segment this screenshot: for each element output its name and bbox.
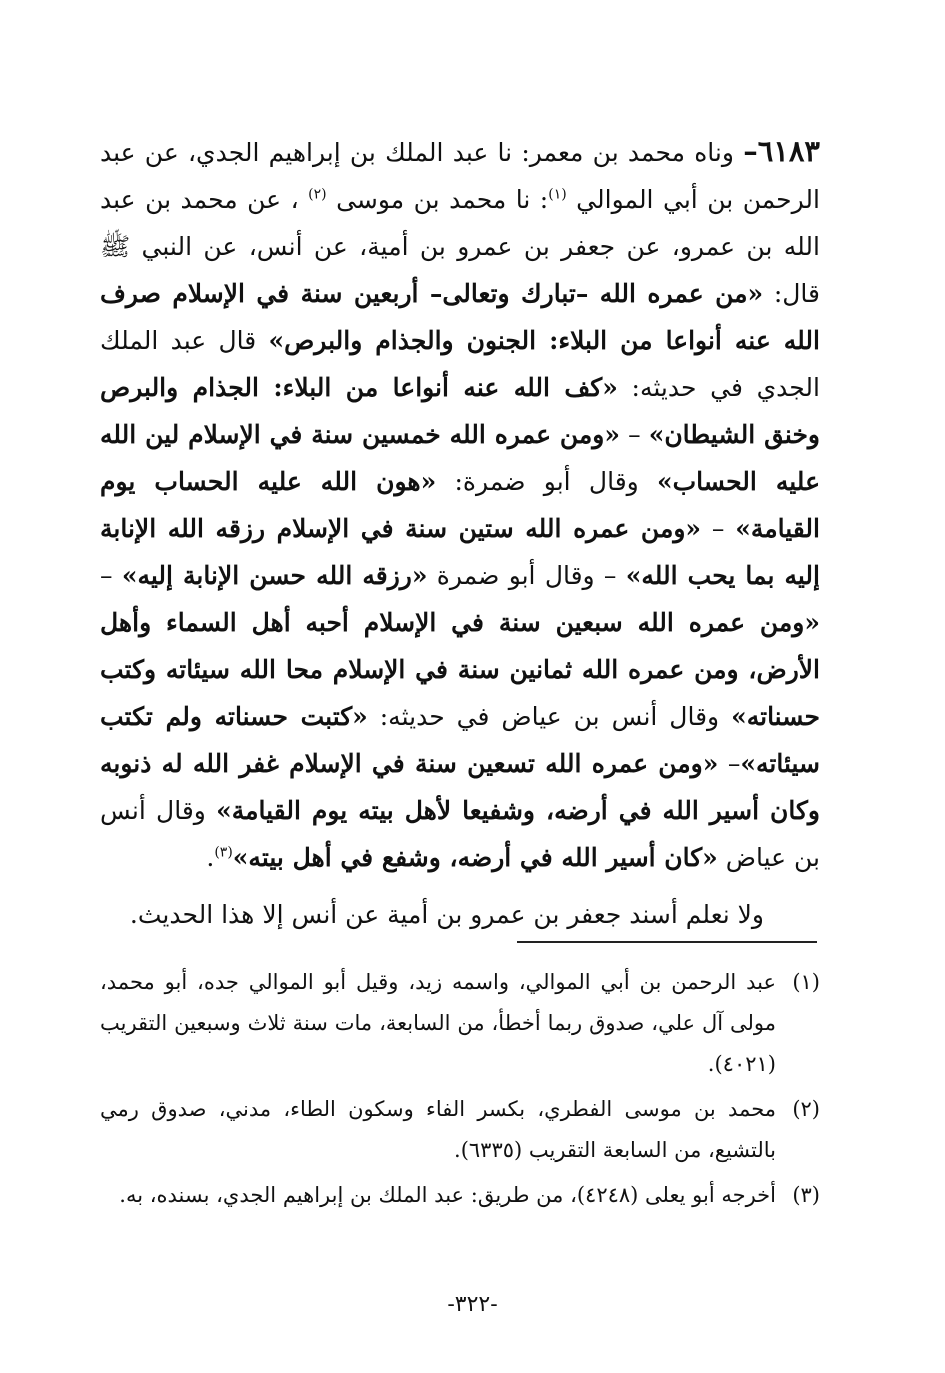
narration-text: وقال أنس بن عياض في حديثه: — [367, 702, 732, 731]
footnote-text: محمد بن موسى الفطري، بكسر الفاء وسكون الطاء، مدني، صدوق رمي بالتشيع، من السابعة التقريب (٦٣٣٥). — [100, 1097, 776, 1162]
footnote-ref: (٣) — [214, 844, 233, 861]
footnote-number: (١) — [792, 970, 820, 994]
narration-text: . — [206, 843, 215, 872]
footnote-text: عبد الرحمن بن أبي الموالي، واسمه زيد، وقيل أبو الموالي جده، أبو محمد، مولى آل علي، صدوق ربما أخطأ، من السابعة، مات سنة ثلاث وسبعين التقريب (٤٠٢١). — [100, 970, 776, 1076]
footnote-item — [100, 1089, 820, 1171]
narration-text: ، عن محمد بن عبد الله بن عمرو، عن جعفر بن عمرو بن أمية، عن أنس، عن النبي ﷺ قال: — [100, 185, 820, 308]
footnote-number: (٣) — [792, 1183, 820, 1207]
narration-text: – — [701, 514, 736, 543]
footnote-item — [100, 1175, 820, 1216]
narration-text: – — [100, 561, 122, 590]
narration-text: وقال أنس بن عياض — [100, 796, 820, 872]
prophetic-text: «كتبت حسناته ولم تكتب سيئاته» — [100, 702, 820, 778]
narration-text: وقال أبو ضمرة: — [436, 467, 658, 496]
narration-text: – — [619, 420, 649, 449]
prophetic-text: «ومن عمره الله تسعين سنة في الإسلام غفر الله له ذنوبه وكان أسير الله في أرضه، وشفيعا لأهل بيته يوم القيامة» — [100, 749, 820, 825]
prophetic-text: «ومن عمره الله سبعين سنة في الإسلام أحبه أهل السماء وأهل الأرض، ومن عمره الله ثمانين سنة في الإسلام محا الله سيئاته وكتب حسناته» — [100, 608, 820, 731]
narration-text: – وقال أبو ضمرة — [427, 561, 626, 590]
prophetic-text: «رزقه الله حسن الإنابة إليه» — [121, 561, 428, 590]
narration-text: – — [718, 749, 741, 778]
prophetic-text: «ومن عمره الله ستين سنة في الإسلام رزقه الله الإنابة إليه بما يحب الله» — [100, 514, 820, 590]
narration-text: : نا محمد بن موسى — [326, 185, 549, 214]
footnote-item — [100, 962, 820, 1085]
hadith-paragraph — [100, 128, 820, 881]
prophetic-text: «ومن عمره الله خمسين سنة في الإسلام لين الله عليه الحساب» — [100, 420, 820, 496]
prophetic-text: «هون الله عليه الحساب يوم القيامة» — [100, 467, 820, 543]
narration-text: قال عبد الملك الجدي في حديثه: — [100, 326, 820, 402]
prophetic-text: «من عمره الله –تبارك وتعالى– أربعين سنة في الإسلام صرف الله عنه أنواعا من البلاء: الجنون والجذام والبرص» — [100, 279, 820, 355]
closing-remark: ولا نعلم أسند جعفر بن عمرو بن أمية عن أنس إلا هذا الحديث. — [129, 900, 764, 929]
prophetic-text: «كف الله عنه أنواعا من البلاء: الجذام والبرص وخنق الشيطان» — [100, 373, 820, 449]
footnote-divider — [517, 941, 817, 943]
narration-text: وناه محمد بن معمر: نا عبد الملك بن إبراهيم الجدي، عن عبد الرحمن بن أبي الموالي — [100, 138, 820, 214]
footnote-ref: (٢) — [308, 186, 327, 203]
footnotes — [100, 962, 820, 1220]
prophetic-text: «كان أسير الله في أرضه، وشفع في أهل بيته» — [232, 843, 718, 872]
footnote-text: أخرجه أبو يعلى (٤٢٤٨)، من طريق: عبد الملك بن إبراهيم الجدي، بسنده، به. — [119, 1183, 776, 1207]
hadith-number: ٦١٨٣– — [743, 134, 820, 168]
hadith-text — [100, 128, 820, 881]
page-number: -٣٢٢- — [447, 1292, 498, 1317]
footnote-ref: (١) — [548, 186, 567, 203]
footnote-number: (٢) — [792, 1097, 820, 1121]
